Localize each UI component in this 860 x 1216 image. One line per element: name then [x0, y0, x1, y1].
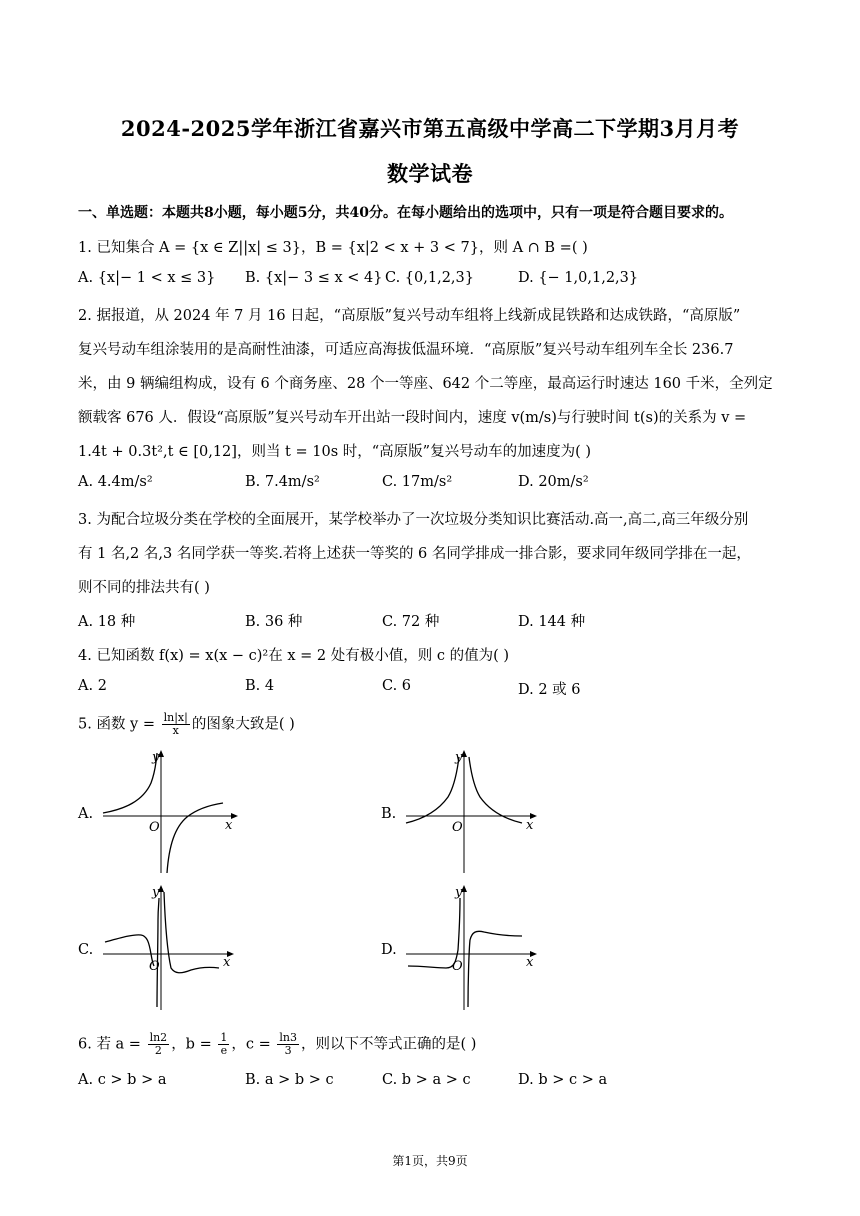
q4-stem: 4. 已知函数 f(x) = x(x − c)²在 x = 2 处有极小值，则 c 的值为( )	[78, 648, 509, 664]
q1-stem: 1. 已知集合 A = {x ∈ Z||x| ≤ 3}，B = {x|2 < x + 3 < 7}，则 A ∩ B =( )	[78, 240, 588, 256]
q5-stem-suffix: 的图象大致是( )	[191, 716, 295, 733]
q5-option-b-label[interactable]: B.	[381, 806, 397, 822]
q2-stem-line2: 复兴号动车组涂装用的是高耐性油漆，可适应高海拔低温环境．“高原版”复兴号动车组列车全长 236.7	[78, 342, 734, 358]
q5-fraction	[162, 712, 190, 737]
q6-c-fraction	[277, 1032, 299, 1057]
q6-option-c[interactable]: C. b > a > c	[382, 1072, 471, 1088]
q5-graph-d-x-label: x	[526, 955, 534, 970]
q2-option-c[interactable]: C. 17m/s²	[382, 474, 453, 490]
q5-graph-b-y-label: y	[455, 750, 463, 765]
q6-b-denominator: e	[220, 1044, 228, 1057]
q2-stem-line1: 2. 据报道，从 2024 年 7 月 16 日起，“高原版”复兴号动车组将上线新成昆铁路和达成铁路，“高原版”	[78, 308, 741, 324]
q3-option-c[interactable]: C. 72 种	[382, 614, 440, 630]
q5-graph-c-y-label: y	[152, 885, 160, 900]
q2-option-b[interactable]: B. 7.4m/s²	[245, 474, 320, 490]
q5-graph-b-origin: O	[452, 820, 463, 835]
q3-stem-line3: 则不同的排法共有( )	[78, 580, 210, 596]
q5-graph-b[interactable]	[398, 745, 548, 880]
q1-option-b[interactable]: B. {x|− 3 ≤ x < 4}	[245, 270, 383, 286]
q5-graph-d[interactable]	[398, 880, 548, 1015]
q1-option-d[interactable]: D. {− 1,0,1,2,3}	[518, 270, 639, 286]
q5-stem	[78, 712, 295, 737]
q3-stem-line1: 3. 为配合垃圾分类在学校的全面展开，某学校举办了一次垃圾分类知识比赛活动.高一,高二,高三年级分别	[78, 512, 749, 528]
q6-b-numerator: 1	[220, 1031, 228, 1044]
q5-graph-c[interactable]	[95, 880, 245, 1015]
q3-stem-line2: 有 1 名,2 名,3 名同学获一等奖.若将上述获一等奖的 6 名同学排成一排合影，要求同年级同学排在一起，	[78, 546, 751, 562]
q5-graph-a[interactable]	[95, 745, 245, 880]
q2-stem-line5: 1.4t + 0.3t²,t ∈ [0,12]，则当 t = 10s 时，“高原版”复兴号动车的加速度为( )	[78, 444, 591, 460]
q2-stem-line3: 米，由 9 辆编组构成，设有 6 个商务座、28 个一等座、642 个二等座，最高运行时速达 160 千米，全列定	[78, 376, 773, 392]
q6-a-fraction	[148, 1032, 170, 1057]
q6-b-label: ，b =	[171, 1036, 212, 1053]
q5-stem-prefix: 5. 函数 y =	[78, 716, 156, 733]
q6-stem-suffix: ，则以下不等式正确的是( )	[300, 1036, 477, 1053]
q5-graph-a-origin: O	[149, 820, 160, 835]
q1-option-c[interactable]: C. {0,1,2,3}	[385, 270, 474, 286]
q3-option-b[interactable]: B. 36 种	[245, 614, 303, 630]
page-footer: 第1页，共9页	[392, 1154, 468, 1168]
q5-graph-a-x-label: x	[225, 818, 233, 833]
q5-graph-a-y-label: y	[152, 750, 160, 765]
q4-option-a[interactable]: A. 2	[78, 678, 107, 694]
q5-graph-b-x-label: x	[526, 818, 534, 833]
q5-frac-denominator: x	[172, 724, 179, 737]
q4-option-b[interactable]: B. 4	[245, 678, 275, 694]
q5-option-a-label[interactable]: A.	[78, 806, 94, 822]
q5-option-c-label[interactable]: C.	[78, 942, 94, 958]
q3-option-d[interactable]: D. 144 种	[518, 614, 586, 630]
q2-option-a[interactable]: A. 4.4m/s²	[78, 474, 153, 490]
q6-a-numerator: ln2	[149, 1031, 168, 1044]
q6-option-a[interactable]: A. c > b > a	[78, 1072, 167, 1088]
q6-option-b[interactable]: B. a > b > c	[245, 1072, 334, 1088]
q5-graph-d-origin: O	[452, 959, 463, 974]
q4-option-d[interactable]: D. 2 或 6	[518, 682, 581, 698]
q2-stem-line4: 额载客 676 人．假设“高原版”复兴号动车开出站一段时间内，速度 v(m/s)与行驶时间 t(s)的关系为 v =	[78, 410, 747, 426]
exam-title: 2024-2025学年浙江省嘉兴市第五高级中学高二下学期3月月考	[120, 116, 740, 141]
q5-graph-c-origin: O	[149, 959, 160, 974]
q2-option-d[interactable]: D. 20m/s²	[518, 474, 589, 490]
q5-option-d-label[interactable]: D.	[381, 942, 397, 958]
q6-c-label: ，c =	[231, 1036, 271, 1053]
q5-graph-c-x-label: x	[223, 955, 231, 970]
q3-option-a[interactable]: A. 18 种	[78, 614, 136, 630]
q6-stem-prefix: 6. 若 a =	[78, 1036, 141, 1053]
q6-a-denominator: 2	[154, 1044, 162, 1057]
q5-frac-numerator: ln|x|	[163, 711, 188, 724]
q6-c-denominator: 3	[284, 1044, 292, 1057]
exam-subtitle: 数学试卷	[387, 161, 473, 186]
q6-stem	[78, 1032, 476, 1057]
q5-graph-d-y-label: y	[455, 885, 463, 900]
q6-option-d[interactable]: D. b > c > a	[518, 1072, 608, 1088]
q1-option-a[interactable]: A. {x|− 1 < x ≤ 3}	[78, 270, 216, 286]
section-heading: 一、单选题：本题共8小题，每小题5分，共40分。在每小题给出的选项中，只有一项是符合题目要求的。	[78, 205, 733, 221]
q4-option-c[interactable]: C. 6	[382, 678, 412, 694]
q6-c-numerator: ln3	[279, 1031, 297, 1044]
q6-b-fraction	[218, 1032, 229, 1057]
